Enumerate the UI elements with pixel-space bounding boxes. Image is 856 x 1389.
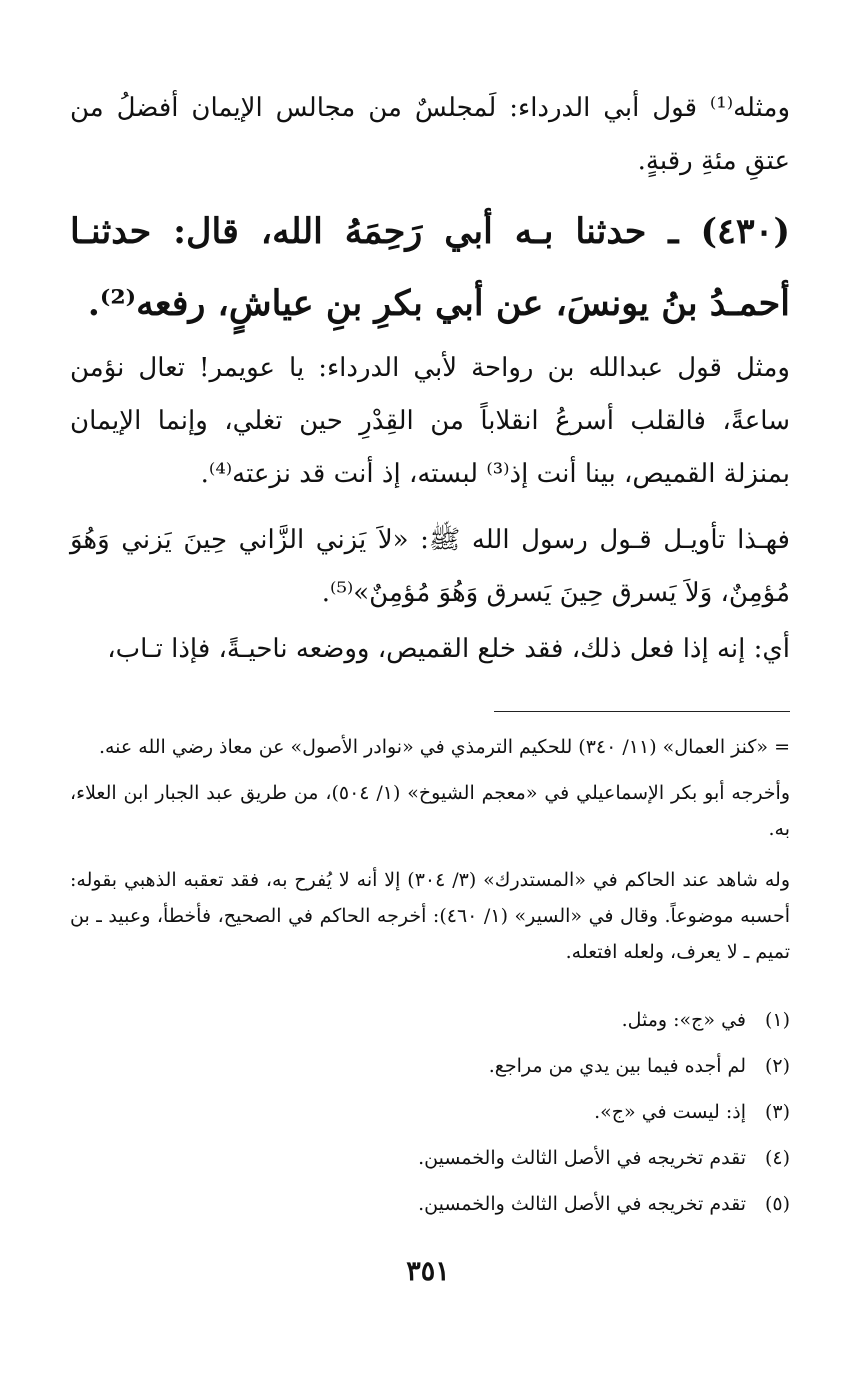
paragraph-4: أي: إنه إذا فعل ذلك، فقد خلع القميص، ووضعه ناحيـةً، فإذا تـاب،	[107, 634, 790, 664]
footnote-number: (٥)	[764, 1193, 790, 1215]
footnote-separator	[494, 711, 790, 712]
footnote-text: تقدم تخريجه في الأصل الثالث والخمسين.	[418, 1193, 746, 1215]
footnote-item	[70, 1181, 790, 1227]
footnote-text: لم أجده فيما بين يدي من مراجع.	[488, 1055, 746, 1077]
footnote-continued-3: وله شاهد عند الحاكم في «المستدرك» (٣/ ٣٠٤) إلا أنه لا يُفرح به، فقد تعقبه الذهبي بقوله: أحسبه موضوعاً. وقال في «السير» (١/ ٤٦٠): أخرجه الحاكم في الصحيح، فأخطأ، وعبيد ـ بن تميم ـ لا يعرف، ولعله افتعله.	[70, 869, 790, 963]
page-number: ٣٥١	[406, 1256, 450, 1287]
footnote-text: إذ: ليست في «ج».	[594, 1101, 746, 1123]
footnote-number: (٤)	[764, 1147, 790, 1169]
paragraph-2: ومثل قول عبدالله بن رواحة لأبي الدرداء: يا عويمر! تعال نؤمن ساعةً، فالقلب أسرعُ انقلاباً من القِدْرِ حين تغلي، وإنما الإيمان بمنزلة القميص، بينا أنت إذ⁽³⁾ لبسته، إذ أنت قد نزعته⁽⁴⁾.	[70, 353, 790, 489]
footnote-continued-1: = «كنز العمال» (١١/ ٣٤٠) للحكيم الترمذي في «نوادر الأصول» عن معاذ رضي الله عنه.	[98, 736, 790, 758]
footnote-number: (١)	[764, 1009, 790, 1031]
footnote-list	[70, 997, 790, 1227]
footnote-item	[70, 1089, 790, 1135]
footnote-item	[70, 997, 790, 1043]
paragraph-1: ومثله⁽¹⁾ قول أبي الدرداء: لَمجلسٌ من مجالس الإيمان أفضلُ من عتقِ مئةِ رقبةٍ.	[70, 93, 790, 176]
hadith-heading: (٤٣٠) ـ حدثنا بـه أبي رَحِمَهُ الله، قال: حدثنـا أحمـدُ بنُ يونسَ، عن أبي بكرِ بنِ عياشٍ، رفعه⁽²⁾.	[70, 211, 790, 324]
footnote-number: (٣)	[764, 1101, 790, 1123]
footnote-item	[70, 1043, 790, 1089]
footnote-text: في «ج»: ومثل.	[621, 1009, 746, 1031]
footnote-continued-2: وأخرجه أبو بكر الإسماعيلي في «معجم الشيوخ» (١/ ٥٠٤)، من طريق عبد الجبار ابن العلاء، به.	[70, 782, 790, 840]
footnote-number: (٢)	[764, 1055, 790, 1077]
footnote-item	[70, 1135, 790, 1181]
footnote-text: تقدم تخريجه في الأصل الثالث والخمسين.	[418, 1147, 746, 1169]
paragraph-3: فهـذا تأويـل قـول رسول الله ﷺ: «لاَ يَزني الزَّاني حِينَ يَزني وَهُوَ مُؤمِنٌ، وَلاَ يَسرق حِينَ يَسرق وَهُوَ مُؤمِنٌ»⁽⁵⁾.	[70, 525, 790, 608]
